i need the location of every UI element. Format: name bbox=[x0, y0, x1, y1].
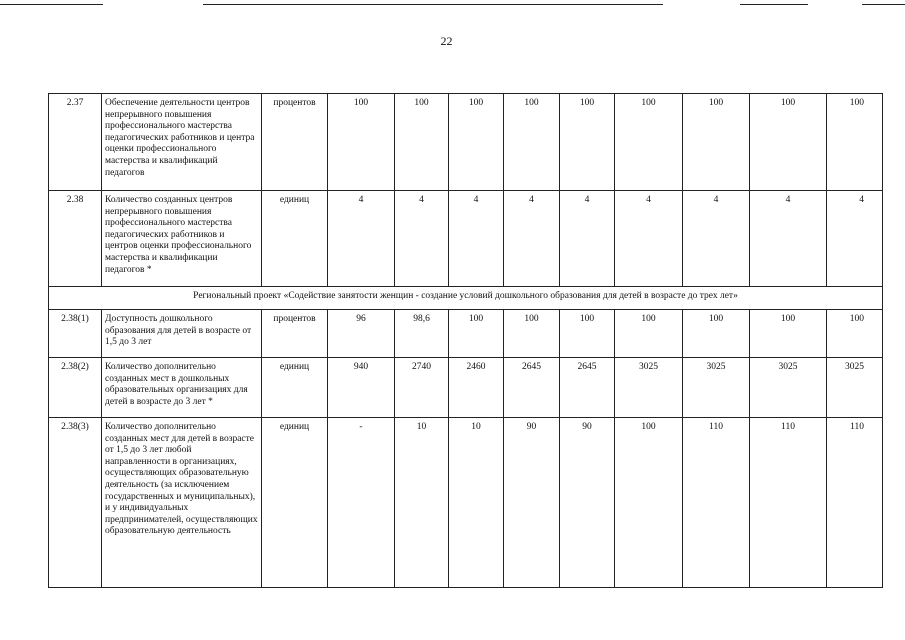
top-rule-far-right bbox=[862, 4, 905, 5]
row-value: 3025 bbox=[615, 358, 683, 418]
row-value: 10 bbox=[395, 418, 449, 588]
row-number: 2.38(1) bbox=[49, 310, 102, 358]
row-value: 100 bbox=[827, 310, 883, 358]
row-value: 3025 bbox=[750, 358, 827, 418]
row-value: 100 bbox=[615, 310, 683, 358]
row-value: 2740 bbox=[395, 358, 449, 418]
row-unit: единиц bbox=[262, 191, 328, 287]
row-value: 100 bbox=[615, 94, 683, 191]
row-value: 100 bbox=[395, 94, 449, 191]
row-value: - bbox=[328, 418, 395, 588]
row-value: 90 bbox=[504, 418, 560, 588]
row-value: 98,6 bbox=[395, 310, 449, 358]
row-value: 4 bbox=[395, 191, 449, 287]
row-value: 100 bbox=[827, 94, 883, 191]
row-value: 100 bbox=[504, 310, 560, 358]
row-description: Количество созданных центров непрерывного повышения профессионального мастерства педагогических работников и центров оценки профессионального мастерства и квалификации педагогов * bbox=[102, 191, 262, 287]
row-value: 100 bbox=[683, 310, 750, 358]
row-description: Количество дополнительно созданных мест в дошкольных образовательных организациях для детей в возрасте до 3 лет * bbox=[102, 358, 262, 418]
row-value: 940 bbox=[328, 358, 395, 418]
row-number: 2.38(3) bbox=[49, 418, 102, 588]
row-value: 4 bbox=[449, 191, 504, 287]
row-description: Доступность дошкольного образования для детей в возрасте от 1,5 до 3 лет bbox=[102, 310, 262, 358]
row-unit: единиц bbox=[262, 418, 328, 588]
row-value: 90 bbox=[560, 418, 615, 588]
row-value: 100 bbox=[683, 94, 750, 191]
row-value: 2645 bbox=[560, 358, 615, 418]
row-number: 2.37 bbox=[49, 94, 102, 191]
row-value: 100 bbox=[449, 94, 504, 191]
row-value: 100 bbox=[504, 94, 560, 191]
row-value: 100 bbox=[560, 310, 615, 358]
row-value: 4 bbox=[615, 191, 683, 287]
table-row bbox=[49, 418, 883, 588]
top-rule-left bbox=[0, 4, 103, 5]
row-value: 3025 bbox=[683, 358, 750, 418]
row-description: Обеспечение деятельности центров непрерывного повышения профессионального мастерства педагогических работников и центра оценки профессионального мастерства и квалификаций педагогов bbox=[102, 94, 262, 191]
indicators-table bbox=[48, 93, 883, 588]
row-unit: процентов bbox=[262, 310, 328, 358]
row-value: 100 bbox=[328, 94, 395, 191]
row-number: 2.38(2) bbox=[49, 358, 102, 418]
section-title: Региональный проект «Содействие занятости женщин - создание условий дошкольного образования для детей в возрасте до трех лет» bbox=[49, 287, 883, 310]
row-value: 100 bbox=[615, 418, 683, 588]
table-row bbox=[49, 191, 883, 287]
row-value: 4 bbox=[328, 191, 395, 287]
row-value: 10 bbox=[449, 418, 504, 588]
row-value: 4 bbox=[750, 191, 827, 287]
top-rule-right bbox=[740, 4, 808, 5]
row-value: 100 bbox=[560, 94, 615, 191]
row-value: 100 bbox=[750, 310, 827, 358]
top-rule-center bbox=[203, 4, 663, 5]
row-value: 110 bbox=[827, 418, 883, 588]
table-row bbox=[49, 358, 883, 418]
row-value: 4 bbox=[827, 191, 883, 287]
row-value: 3025 bbox=[827, 358, 883, 418]
row-value: 100 bbox=[750, 94, 827, 191]
row-unit: единиц bbox=[262, 358, 328, 418]
row-value: 2460 bbox=[449, 358, 504, 418]
row-value: 96 bbox=[328, 310, 395, 358]
section-row bbox=[49, 287, 883, 310]
row-value: 110 bbox=[683, 418, 750, 588]
table-row bbox=[49, 94, 883, 191]
row-value: 4 bbox=[560, 191, 615, 287]
row-number: 2.38 bbox=[49, 191, 102, 287]
page-number: 22 bbox=[440, 34, 453, 48]
row-unit: процентов bbox=[262, 94, 328, 191]
row-value: 4 bbox=[683, 191, 750, 287]
row-value: 2645 bbox=[504, 358, 560, 418]
row-value: 110 bbox=[750, 418, 827, 588]
row-value: 4 bbox=[504, 191, 560, 287]
row-value: 100 bbox=[449, 310, 504, 358]
row-description: Количество дополнительно созданных мест для детей в возрасте от 1,5 до 3 лет любой направленности в организациях, осуществляющих образовательную деятельность (за исключением государственных и муниципальных), и у индивидуальных предпринимателей, осуществляющих образовательную деятельность bbox=[102, 418, 262, 588]
table-row bbox=[49, 310, 883, 358]
